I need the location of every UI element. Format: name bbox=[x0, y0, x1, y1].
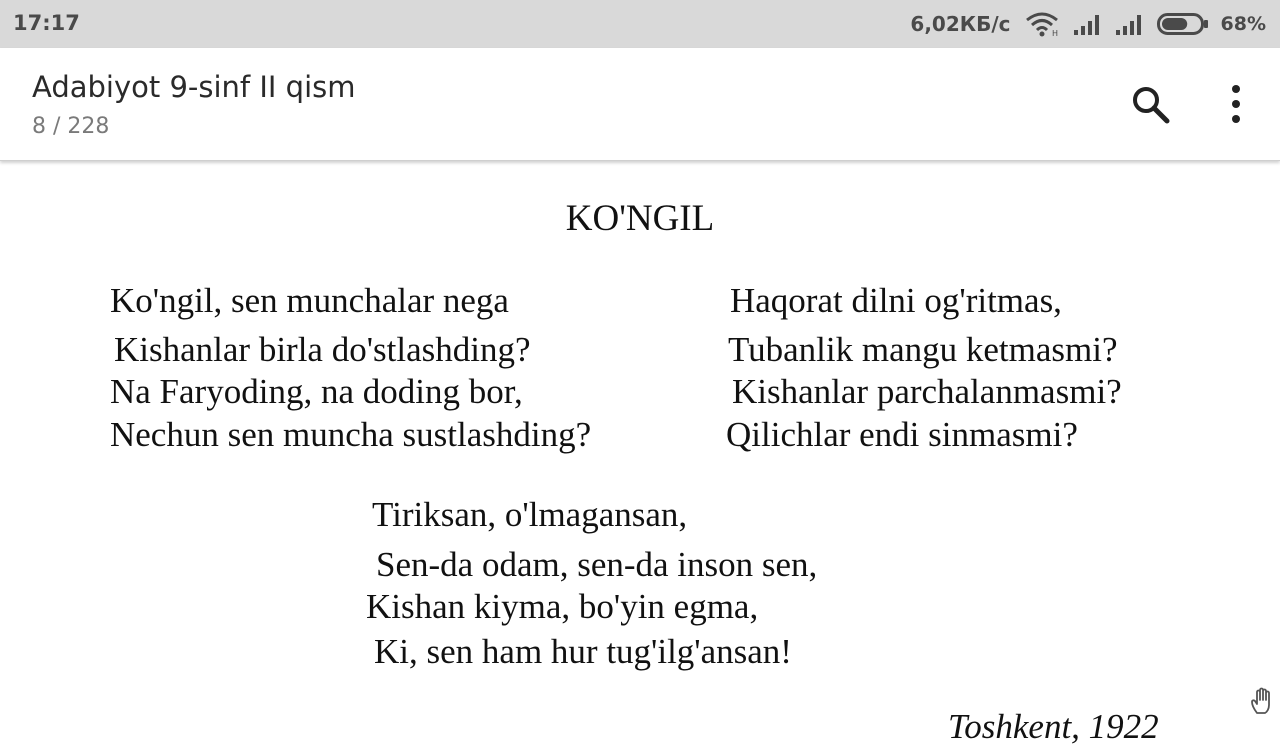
poem-line: Kishan kiyma, bo'yin egma, bbox=[366, 587, 759, 626]
signal-icon bbox=[1115, 12, 1145, 36]
poem-line: Qilichlar endi sinmasmi? bbox=[726, 415, 1078, 454]
poem-line: Kishanlar birla do'stlashding? bbox=[114, 330, 531, 369]
poem-line: Tubanlik mangu ketmasmi? bbox=[728, 330, 1118, 369]
poem-line: Nechun sen muncha sustlashding? bbox=[110, 415, 592, 454]
poem-line: Ko'ngil, sen munchalar nega bbox=[110, 281, 509, 320]
status-bar bbox=[0, 0, 1280, 48]
document-page[interactable] bbox=[0, 161, 1280, 746]
page-indicator: 8 / 228 bbox=[32, 114, 110, 139]
hand-icon[interactable] bbox=[1248, 685, 1280, 717]
poem-line: Ki, sen ham hur tug'ilg'ansan! bbox=[374, 632, 792, 671]
network-speed: 6,02КБ/с bbox=[910, 12, 1011, 36]
poem-title: KO'NGIL bbox=[565, 198, 715, 239]
status-icons bbox=[910, 11, 1266, 37]
status-time: 17:17 bbox=[13, 11, 80, 35]
signal-icon bbox=[1073, 12, 1103, 36]
battery-percent: 68% bbox=[1220, 13, 1266, 35]
document-title: Adabiyot 9-sinf II qism bbox=[32, 70, 356, 104]
poem-line: Tiriksan, o'lmagansan, bbox=[372, 495, 688, 534]
poem-line: Na Faryoding, na doding bor, bbox=[110, 372, 523, 411]
app-bar bbox=[0, 48, 1280, 161]
poem-line: Sen-da odam, sen-da inson sen, bbox=[376, 545, 818, 584]
more-vert-icon[interactable] bbox=[1226, 84, 1246, 124]
svg-text:H: H bbox=[1051, 29, 1058, 38]
poem-line: Haqorat dilni og'ritmas, bbox=[730, 281, 1062, 320]
poem-line: Kishanlar parchalanmasmi? bbox=[732, 372, 1122, 411]
wifi-icon bbox=[1025, 11, 1061, 37]
battery-icon bbox=[1157, 13, 1209, 35]
poem-footer: Toshkent, 1922 bbox=[948, 707, 1159, 746]
search-icon[interactable] bbox=[1130, 84, 1170, 124]
